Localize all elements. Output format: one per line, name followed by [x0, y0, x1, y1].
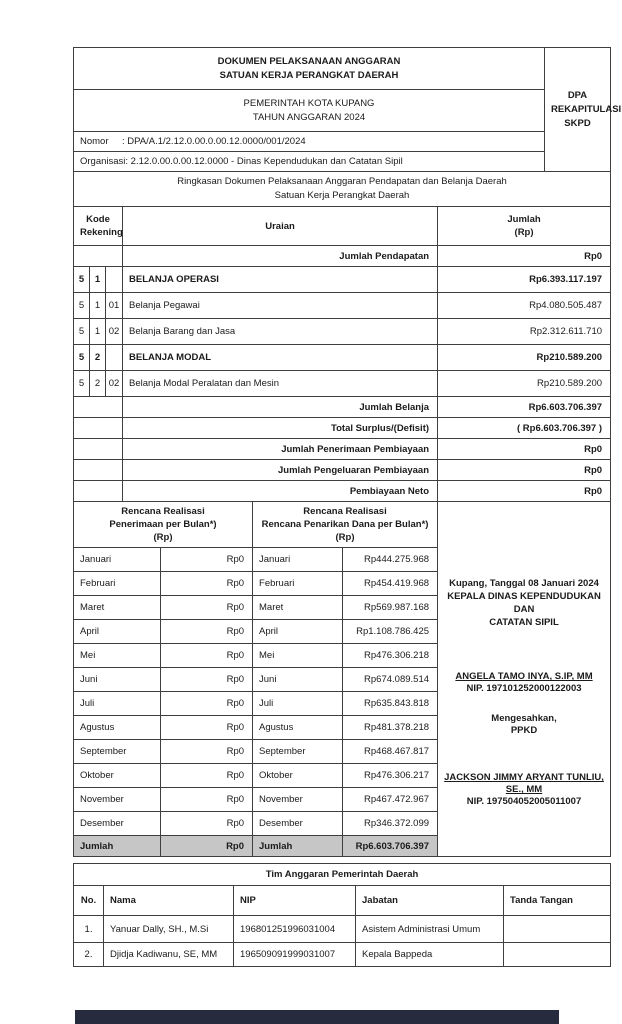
month-label: Mei [74, 644, 161, 668]
table-row [74, 916, 611, 943]
kode-cell: 02 [106, 319, 123, 345]
dpa-box-line2: REKAPITULASI [551, 103, 622, 115]
month-label: September [253, 740, 343, 764]
amount-cell: Rp210.589.200 [438, 371, 611, 397]
dpa-box-line3: SKPD [564, 117, 591, 129]
summary-value: Rp0 [438, 439, 611, 460]
header-jumlah-line1: Jumlah [507, 214, 541, 225]
summary-label: Jumlah Belanja [123, 397, 438, 418]
right-group-header [253, 502, 438, 548]
header-jabatan: Jabatan [356, 886, 504, 916]
kode-cell: 5 [74, 267, 90, 293]
month-label: November [74, 788, 161, 812]
mengesahkan-label: Mengesahkan, [491, 713, 557, 724]
kode-cell-empty [74, 397, 123, 418]
month-label: Agustus [253, 716, 343, 740]
month-right-value: Rp467.472.967 [343, 788, 438, 812]
nama-cell: Yanuar Dally, SH., M.Si [104, 916, 234, 943]
kode-cell-empty [74, 246, 123, 267]
month-left-value: Rp0 [161, 692, 253, 716]
kode-cell: 1 [90, 319, 106, 345]
summary-row [74, 439, 611, 460]
jumlah-pendapatan-label: Jumlah Pendapatan [123, 246, 438, 267]
signature-office-line1: KEPALA DINAS KEPENDUDUKAN DAN [447, 591, 601, 615]
nip-cell: 196801251996031004 [234, 916, 356, 943]
right-group-header-line2: Rencana Penarikan Dana per Bulan*) [261, 519, 429, 530]
month-left-value: Rp0 [161, 596, 253, 620]
right-group-header-line3: (Rp) [335, 532, 355, 543]
month-label: September [74, 740, 161, 764]
signatory-nip-1: NIP. 197101252000122003 [466, 683, 582, 694]
kode-cell: 5 [74, 371, 90, 397]
header-kode-line1: Kode [86, 214, 110, 225]
month-label: Desember [253, 812, 343, 836]
month-left-value: Rp0 [161, 620, 253, 644]
table-row [74, 943, 611, 967]
header-kode-rekening [74, 207, 123, 246]
table-row [74, 267, 611, 293]
summary-row [74, 481, 611, 502]
month-label: Januari [253, 548, 343, 572]
amount-cell: Rp4.080.505.487 [438, 293, 611, 319]
uraian-cell: Belanja Pegawai [123, 293, 438, 319]
organisasi-row: Organisasi: 2.12.0.00.0.00.12.0000 - Dinas Kependudukan dan Catatan Sipil [74, 152, 545, 172]
month-left-value: Rp0 [161, 668, 253, 692]
month-right-value: Rp1.108.786.425 [343, 620, 438, 644]
kode-cell [106, 267, 123, 293]
kode-cell [106, 345, 123, 371]
kode-cell: 02 [106, 371, 123, 397]
nomor-value: : DPA/A.1/2.12.0.00.0.00.12.0000/001/2024 [122, 136, 306, 147]
summary-label: Total Surplus/(Defisit) [123, 418, 438, 439]
month-right-value: Rp476.306.218 [343, 644, 438, 668]
month-label: Mei [253, 644, 343, 668]
kode-cell-empty [74, 460, 123, 481]
dpa-type-box [545, 48, 622, 172]
left-group-header [74, 502, 253, 548]
nomor-row [74, 132, 545, 152]
kode-cell-empty [74, 418, 123, 439]
month-label: Januari [74, 548, 161, 572]
left-group-header-line2: Penerimaan per Bulan*) [109, 519, 217, 530]
month-label: April [253, 620, 343, 644]
month-left-value: Rp0 [161, 548, 253, 572]
jabatan-cell: Asistem Administrasi Umum [356, 916, 504, 943]
kode-cell: 1 [90, 293, 106, 319]
summary-label: Jumlah Penerimaan Pembiayaan [123, 439, 438, 460]
month-label: November [253, 788, 343, 812]
document-title-line2: SATUAN KERJA PERANGKAT DAERAH [219, 69, 399, 81]
summary-row [74, 418, 611, 439]
government-title [74, 90, 545, 132]
month-right-value: Rp346.372.099 [343, 812, 438, 836]
signature-office-line2: CATATAN SIPIL [489, 617, 559, 628]
header-jumlah-line2: (Rp) [514, 227, 534, 238]
table-row [74, 293, 611, 319]
month-label: Maret [74, 596, 161, 620]
summary-value: Rp0 [438, 481, 611, 502]
month-label: Agustus [74, 716, 161, 740]
signatory-nip-2: NIP. 197504052005011007 [466, 796, 582, 807]
tanda-tangan-cell [504, 943, 611, 967]
amount-cell: Rp2.312.611.710 [438, 319, 611, 345]
tim-anggaran-title: Tim Anggaran Pemerintah Daerah [74, 864, 611, 886]
summary-value: Rp6.603.706.397 [438, 397, 611, 418]
document-title-line1: DOKUMEN PELAKSANAAN ANGGARAN [217, 55, 401, 67]
uraian-cell: Belanja Barang dan Jasa [123, 319, 438, 345]
month-right-value: Rp674.089.514 [343, 668, 438, 692]
kode-cell: 5 [74, 293, 90, 319]
ppkd-label: PPKD [510, 725, 538, 736]
left-group-header-line3: (Rp) [153, 532, 173, 543]
document-title [74, 48, 545, 90]
left-group-header-line1: Rencana Realisasi [121, 506, 205, 517]
month-left-value: Rp0 [161, 740, 253, 764]
month-label: Juni [253, 668, 343, 692]
nip-cell: 196509091999031007 [234, 943, 356, 967]
signatory-name-2: JACKSON JIMMY ARYANT TUNLIU, SE., MM [444, 772, 604, 795]
table-row [74, 319, 611, 345]
signature-block [438, 502, 611, 857]
next-page-edge [75, 1010, 559, 1024]
uraian-cell: BELANJA OPERASI [123, 267, 438, 293]
header-tanda-tangan: Tanda Tangan [504, 886, 611, 916]
header-no: No. [74, 886, 104, 916]
month-left-value: Rp0 [161, 644, 253, 668]
month-right-value: Rp444.275.968 [343, 548, 438, 572]
uraian-cell: BELANJA MODAL [123, 345, 438, 371]
table-row [74, 345, 611, 371]
kode-cell: 5 [74, 345, 90, 371]
kode-cell: 2 [90, 345, 106, 371]
header-uraian: Uraian [123, 207, 438, 246]
month-left-value: Rp0 [161, 764, 253, 788]
dpa-box-line1: DPA [567, 89, 588, 101]
total-left-value: Rp0 [161, 836, 253, 857]
header-nip: NIP [234, 886, 356, 916]
month-label: Juli [253, 692, 343, 716]
month-left-value: Rp0 [161, 812, 253, 836]
kode-cell: 5 [74, 319, 90, 345]
amount-cell: Rp210.589.200 [438, 345, 611, 371]
month-label: Oktober [253, 764, 343, 788]
tanda-tangan-cell [504, 916, 611, 943]
month-label: Juni [74, 668, 161, 692]
total-label: Jumlah [253, 836, 343, 857]
month-right-value: Rp454.419.968 [343, 572, 438, 596]
total-right-value: Rp6.603.706.397 [343, 836, 438, 857]
month-label: Desember [74, 812, 161, 836]
document-header-table [73, 47, 622, 207]
kode-cell-empty [74, 481, 123, 502]
summary-label: Pembiayaan Neto [123, 481, 438, 502]
header-jumlah [438, 207, 611, 246]
no-cell: 1. [74, 916, 104, 943]
government-line2: TAHUN ANGGARAN 2024 [252, 111, 366, 123]
summary-row [74, 397, 611, 418]
summary-label: Jumlah Pengeluaran Pembiayaan [123, 460, 438, 481]
summary-value: Rp0 [438, 460, 611, 481]
ringkasan-line2: Satuan Kerja Perangkat Daerah [274, 190, 410, 201]
ringkasan-caption [74, 172, 611, 207]
government-line1: PEMERINTAH KOTA KUPANG [243, 97, 375, 109]
kode-cell: 2 [90, 371, 106, 397]
month-label: Maret [253, 596, 343, 620]
month-label: Juli [74, 692, 161, 716]
right-group-header-line1: Rencana Realisasi [303, 506, 387, 517]
budget-table [73, 206, 611, 502]
signatory-name-1: ANGELA TAMO INYA, S.IP, MM [455, 671, 593, 682]
kode-cell: 01 [106, 293, 123, 319]
ringkasan-line1: Ringkasan Dokumen Pelaksanaan Anggaran Pendapatan dan Belanja Daerah [177, 176, 507, 187]
total-label: Jumlah [74, 836, 161, 857]
amount-cell: Rp6.393.117.197 [438, 267, 611, 293]
no-cell: 2. [74, 943, 104, 967]
table-row [74, 371, 611, 397]
uraian-cell: Belanja Modal Peralatan dan Mesin [123, 371, 438, 397]
header-kode-line2: Rekening [80, 227, 123, 238]
summary-value: ( Rp6.603.706.397 ) [438, 418, 611, 439]
month-left-value: Rp0 [161, 716, 253, 740]
tim-anggaran-table [73, 863, 611, 967]
month-right-value: Rp476.306.217 [343, 764, 438, 788]
month-left-value: Rp0 [161, 788, 253, 812]
month-label: Oktober [74, 764, 161, 788]
jabatan-cell: Kepala Bappeda [356, 943, 504, 967]
summary-row [74, 460, 611, 481]
kode-cell: 1 [90, 267, 106, 293]
month-right-value: Rp569.987.168 [343, 596, 438, 620]
nama-cell: Djidja Kadiwanu, SE, MM [104, 943, 234, 967]
header-nama: Nama [104, 886, 234, 916]
monthly-realization-table [73, 501, 611, 857]
month-label: Februari [253, 572, 343, 596]
jumlah-pendapatan-value: Rp0 [438, 246, 611, 267]
month-right-value: Rp468.467.817 [343, 740, 438, 764]
kode-cell-empty [74, 439, 123, 460]
dpa-document-page [73, 47, 622, 967]
nomor-label: Nomor [80, 136, 109, 147]
signature-place-date: Kupang, Tanggal 08 Januari 2024 [449, 578, 599, 589]
month-left-value: Rp0 [161, 572, 253, 596]
month-right-value: Rp635.843.818 [343, 692, 438, 716]
month-right-value: Rp481.378.218 [343, 716, 438, 740]
month-label: Februari [74, 572, 161, 596]
month-label: April [74, 620, 161, 644]
